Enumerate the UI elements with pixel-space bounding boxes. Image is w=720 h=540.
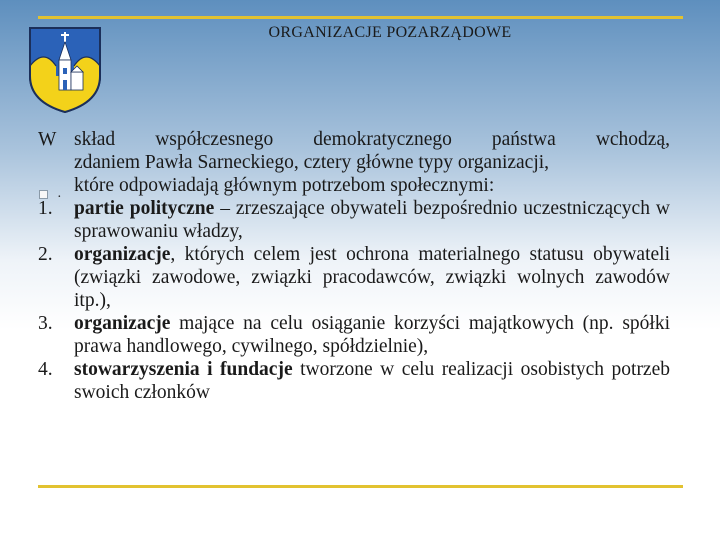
list-item-number: 1. [38,198,53,219]
intro-line-2: zdaniem Pawła Sarneckiego, cztery główne typy organizacji, [74,152,550,173]
top-divider [38,16,683,19]
list-item-number: 3. [38,313,53,334]
page-title: ORGANIZACJE POZARZĄDOWE [268,24,512,41]
intro-line-3: które odpowiadają głównym potrzebom społecznymi: [74,175,495,196]
main-content [38,128,670,404]
list-item-term: organizacje [74,313,171,334]
list-item [38,312,670,358]
list-item-description: , których celem jest ochrona materialnego statusu obywateli (związki zawodowe, związki pracodawców, związki wolnych zawodów itp.), [74,244,670,311]
list-item [38,358,670,404]
intro-lead: W [38,129,57,150]
list-item-description: mające na celu osiąganie korzyści majątkowych (np. spółki prawa handlowego, cywilnego, spółdzielnie), [74,313,670,357]
list-item-term: organizacje [74,244,171,265]
list-item [38,197,670,243]
intro-paragraph [38,128,670,197]
list-item-number: 4. [38,359,53,380]
list-item-description: – zrzeszające obywateli bezpośrednio uczestniczących w sprawowaniu władzy, [74,198,670,242]
bullet-dot: · [57,190,62,205]
list-item-term: partie polityczne [74,198,215,219]
bottom-divider [38,485,683,488]
list-item [38,243,670,312]
list-item-description: tworzone w celu realizacji osobistych potrzeb swoich członków [74,359,670,403]
list-item-number: 2. [38,244,53,265]
intro-line-1: skład współczesnego demokratycznego państwa wchodzą, [74,129,670,150]
list-item-term: stowarzyszenia i fundacje [74,359,293,380]
